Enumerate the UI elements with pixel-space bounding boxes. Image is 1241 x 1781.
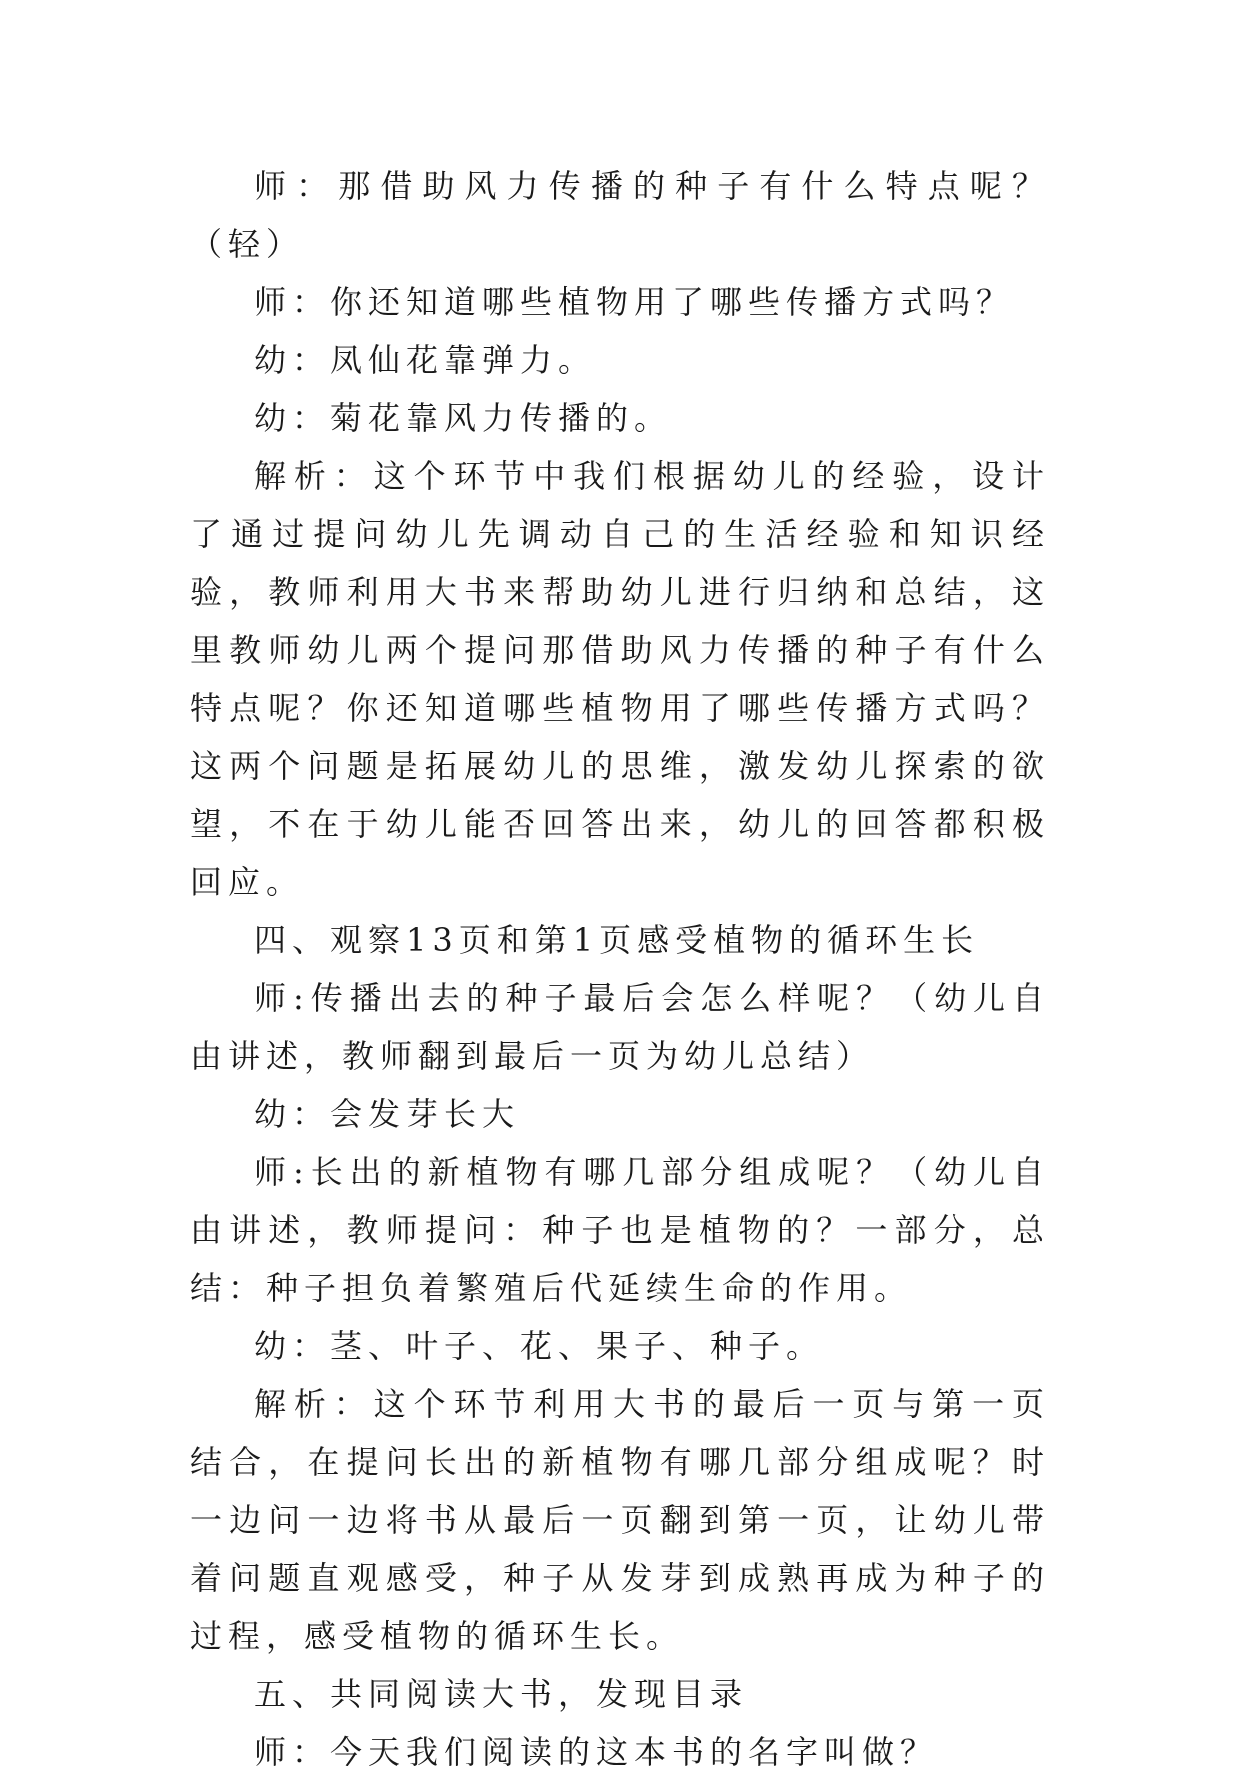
- paragraph-4: 幼：菊花靠风力传播的。: [254, 399, 673, 437]
- document-body: [190, 157, 1050, 1781]
- paragraph-13: 师：今天我们阅读的这本书的名字叫做？: [254, 1733, 939, 1771]
- paragraph-11: 解析：这个环节利用大书的最后一页与第一页结合，在提问长出的新植物有哪几部分组成呢？时一边问一边将书从最后一页翻到第一页，让幼儿带着问题直观感受，种子从发芽到成熟再成为种子的过程，感受植物的循环生长。: [190, 1385, 1050, 1655]
- section-heading-4: 四、观察13页和第1页感受植物的循环生长: [254, 921, 980, 959]
- section-heading-5: 五、共同阅读大书，发现目录: [254, 1675, 749, 1713]
- paragraph-5: 解析：这个环节中我们根据幼儿的经验，设计了通过提问幼儿先调动自己的生活经验和知识经验，教师利用大书来帮助幼儿进行归纳和总结，这里教师幼儿两个提问那借助风力传播的种子有什么特点呢？你还知道哪些植物用了哪些传播方式吗？这两个问题是拓展幼儿的思维，激发幼儿探索的欲望，不在于幼儿能否回答出来，幼儿的回答都积极回应。: [190, 457, 1050, 901]
- paragraph-3: 幼：凤仙花靠弹力。: [254, 341, 597, 379]
- paragraph-2: 师：你还知道哪些植物用了哪些传播方式吗？: [254, 283, 1015, 321]
- paragraph-7: 师:传播出去的种子最后会怎么样呢？（幼儿自由讲述，教师翻到最后一页为幼儿总结）: [190, 979, 1050, 1075]
- paragraph-9: 师:长出的新植物有哪几部分组成呢？（幼儿自由讲述，教师提问：种子也是植物的？一部分，总结：种子担负着繁殖后代延续生命的作用。: [190, 1153, 1050, 1307]
- paragraph-1: 师：那借助风力传播的种子有什么特点呢？（轻）: [190, 167, 1050, 263]
- paragraph-10: 幼：茎、叶子、花、果子、种子。: [254, 1327, 825, 1365]
- paragraph-8: 幼：会发芽长大: [254, 1095, 521, 1133]
